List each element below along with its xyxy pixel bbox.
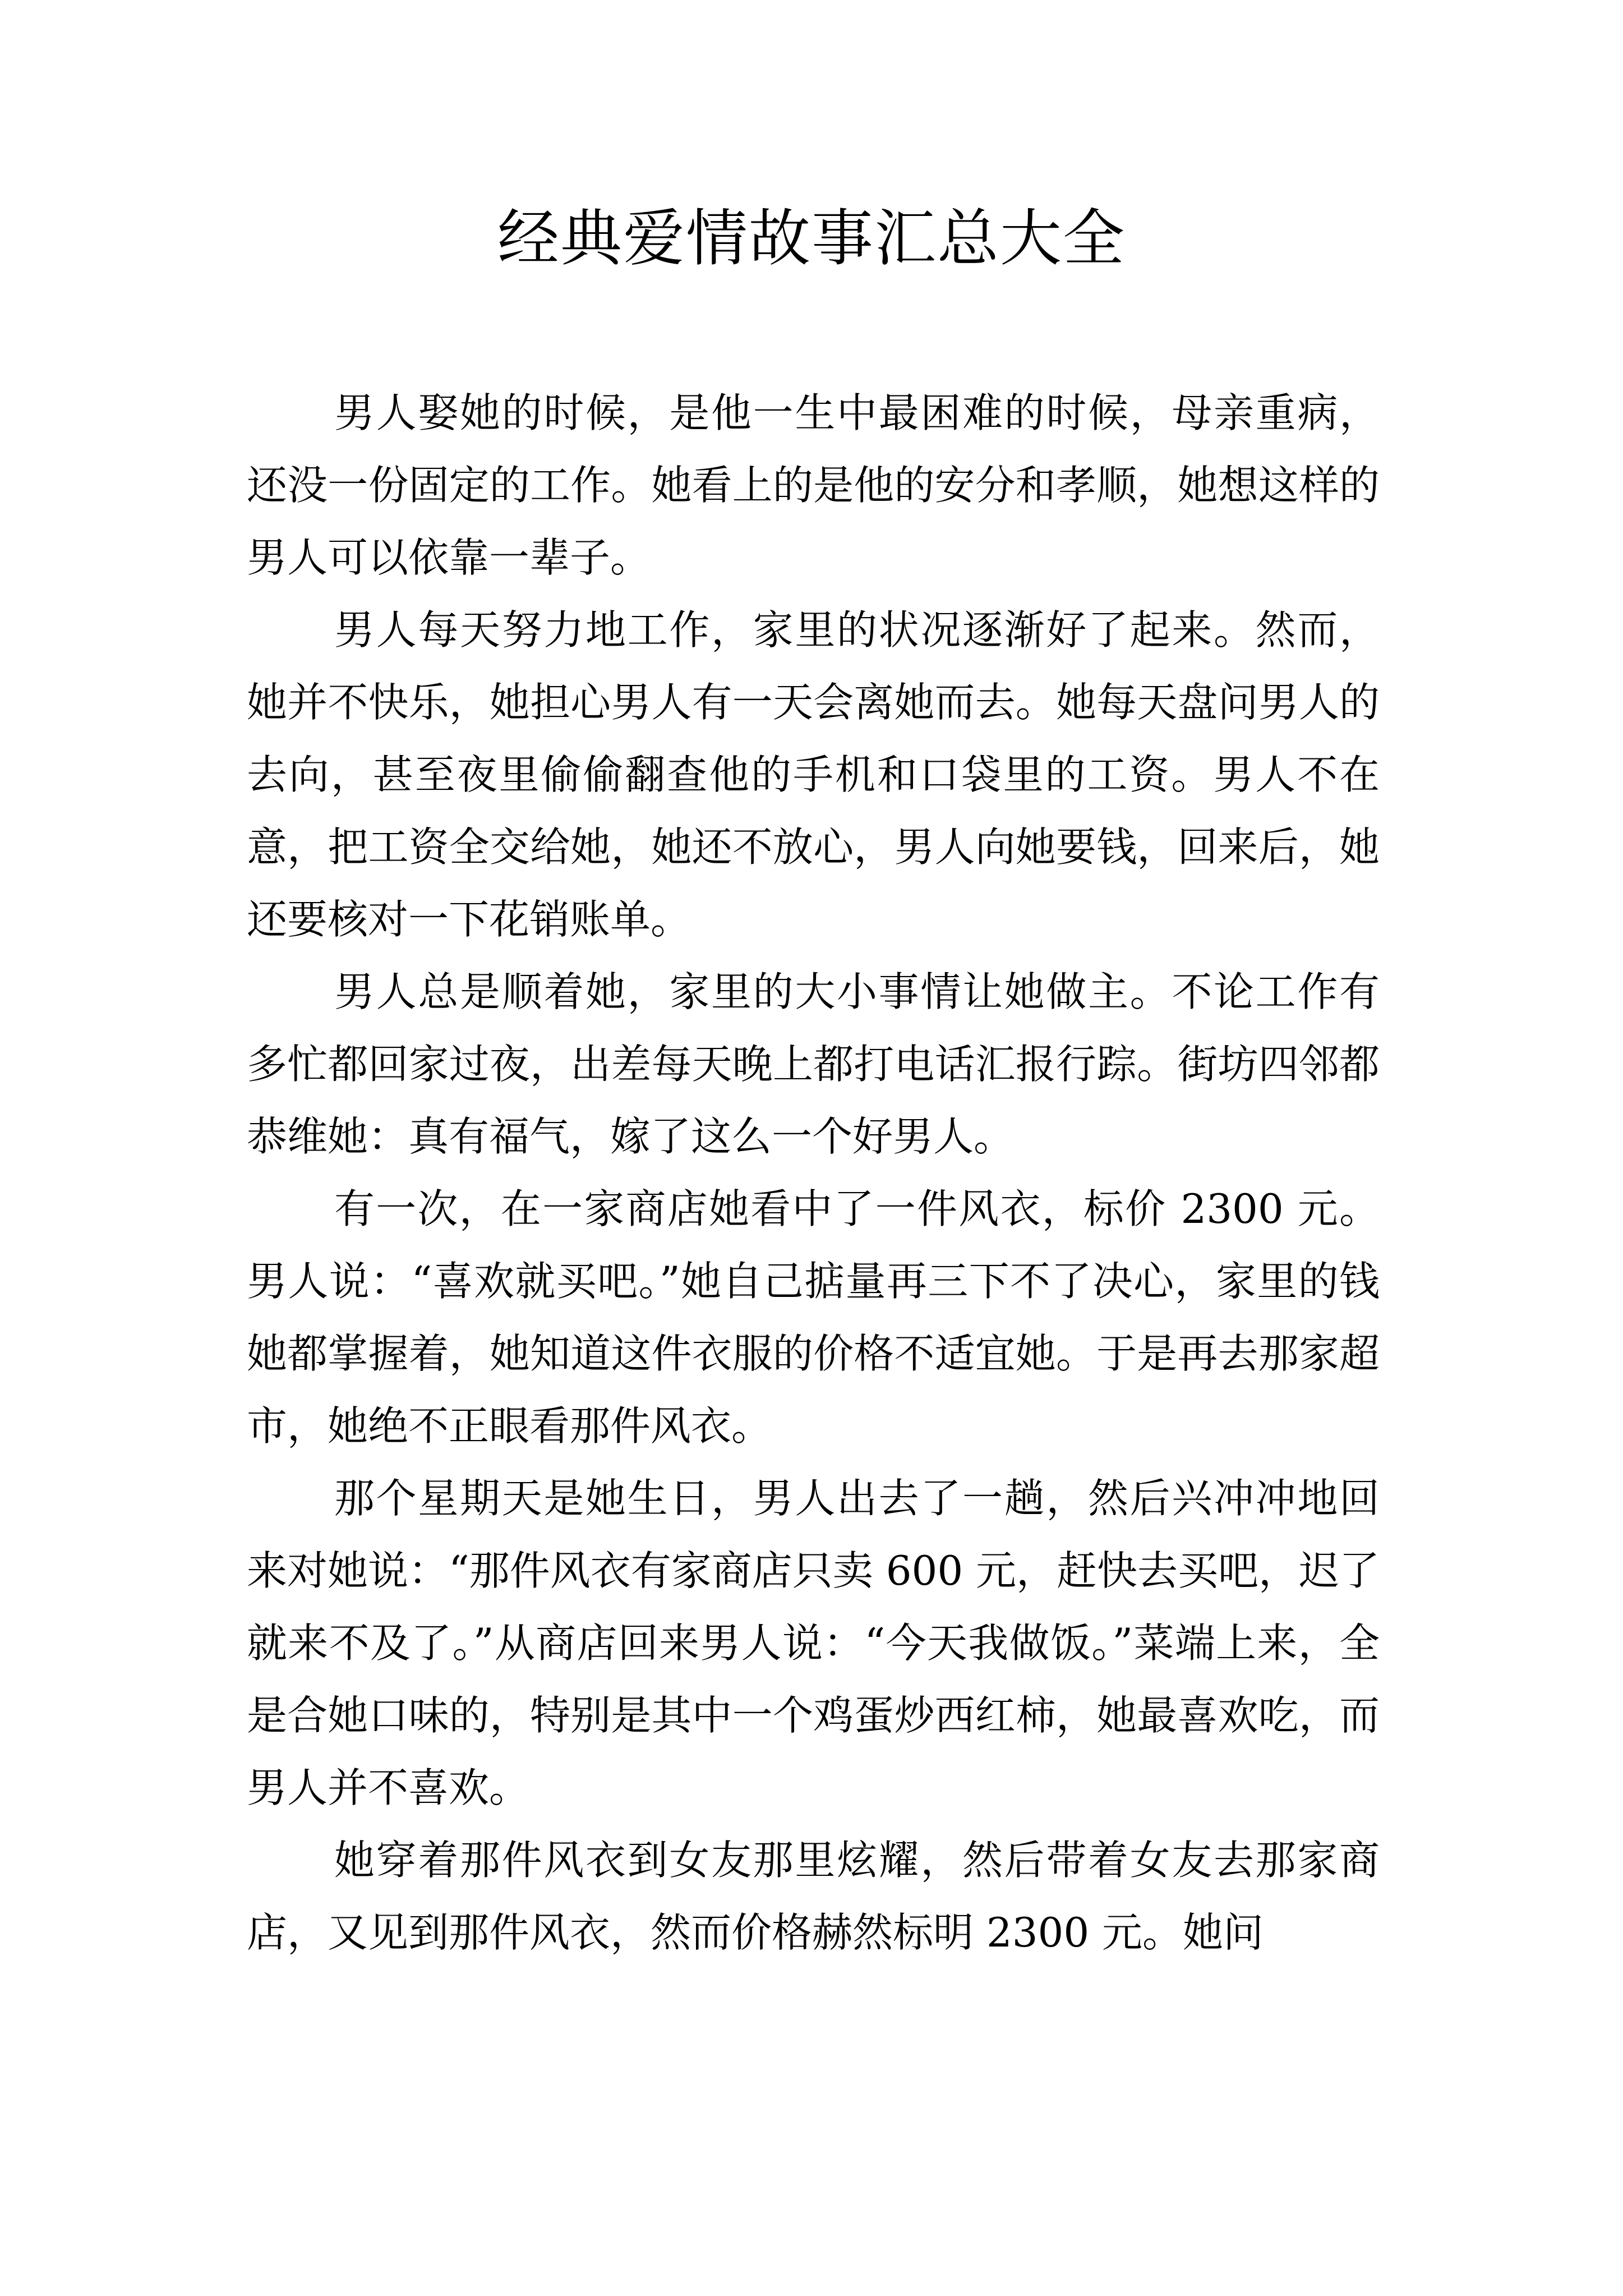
paragraph: 有一次，在一家商店她看中了一件风衣，标价 2300 元。男人说：“喜欢就买吧。”她自己掂量再三下不了决心，家里的钱她都掌握着，她知道这件衣服的价格不适宜她。于是再去那家超市，她绝不正眼看那件风衣。 bbox=[247, 1185, 1380, 1450]
document-title: 经典爱情故事汇总大全 bbox=[497, 203, 1126, 274]
paragraph: 男人每天努力地工作，家里的状况逐渐好了起来。然而，她并不快乐，她担心男人有一天会离她而去。她每天盘问男人的去向，甚至夜里偷偷翻查他的手机和口袋里的工资。男人不在意，把工资全交给她，她还不放心，男人向她要钱，回来后，她还要核对一下花销账单。 bbox=[247, 606, 1380, 943]
paragraph: 那个星期天是她生日，男人出去了一趟，然后兴冲冲地回来对她说：“那件风衣有家商店只卖 600 元，赶快去买吧，迟了就来不及了。”从商店回来男人说：“今天我做饭。”菜端上来，全是合她口味的，特别是其中一个鸡蛋炒西红柿，她最喜欢吃，而男人并不喜欢。 bbox=[247, 1475, 1380, 1811]
paragraph: 男人总是顺着她，家里的大小事情让她做主。不论工作有多忙都回家过夜，出差每天晚上都打电话汇报行踪。街坊四邻都恭维她：真有福气，嫁了这么一个好男人。 bbox=[247, 968, 1380, 1160]
paragraph: 她穿着那件风衣到女友那里炫耀，然后带着女友去那家商店，又见到那件风衣，然而价格赫然标明 2300 元。她问 bbox=[247, 1837, 1380, 1956]
paragraph: 男人娶她的时候，是他一生中最困难的时候，母亲重病，还没一份固定的工作。她看上的是他的安分和孝顺，她想这样的男人可以依靠一辈子。 bbox=[247, 389, 1380, 581]
document-body bbox=[247, 377, 1380, 1969]
